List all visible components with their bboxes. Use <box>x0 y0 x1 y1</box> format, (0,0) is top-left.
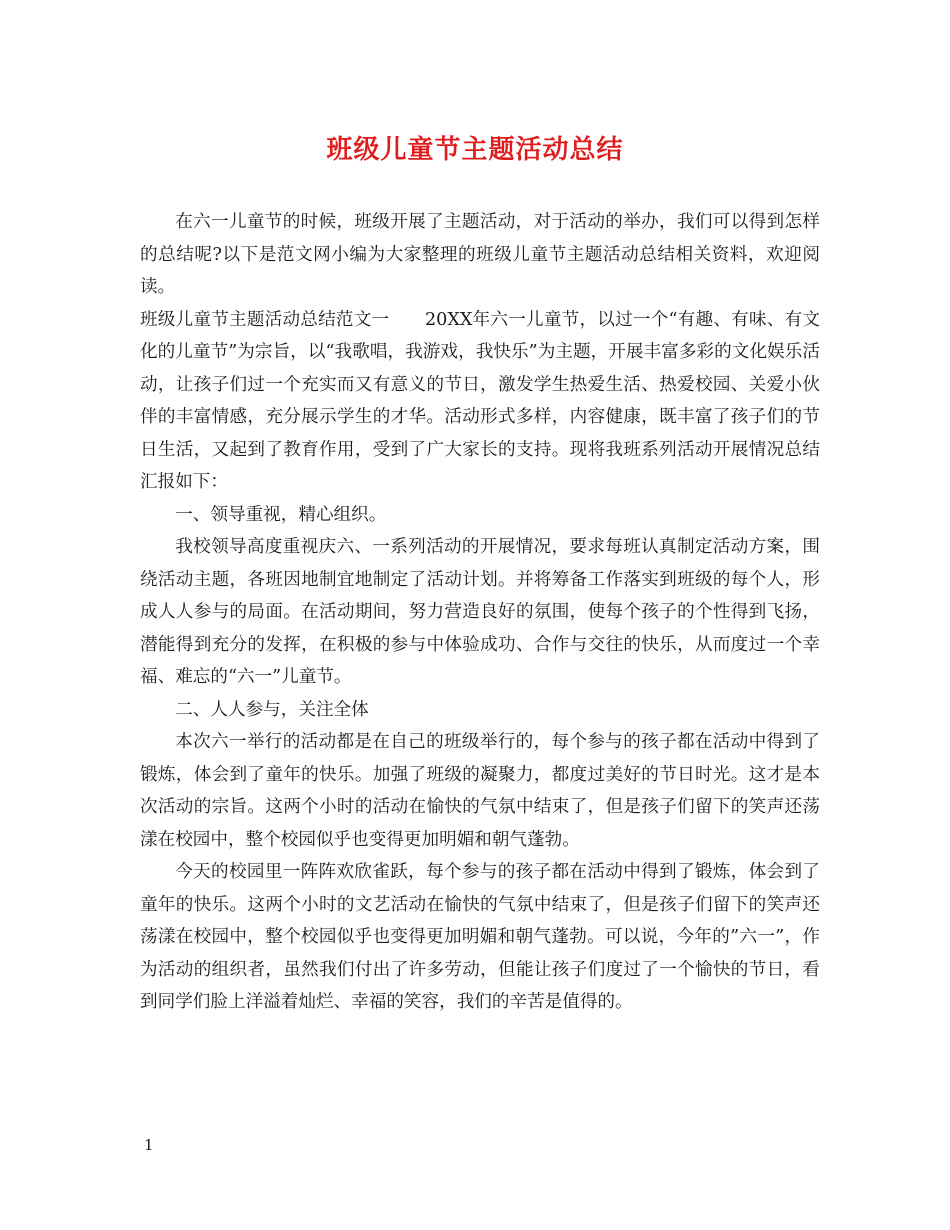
section-heading-participation: 二、人人参与，关注全体 <box>175 699 369 720</box>
closing-paragraph: 今天的校园里一阵阵欢欣雀跃，每个参与的孩子都在活动中得到了锻炼，体会到了童年的快乐。这两个小时的文艺活动在愉快的气氛中结束了，但是孩子们留下的笑声还荡漾在校园中，整个校园似乎也变得更加明媚和朝气蓬勃。可以说，今年的”六一”，作为活动的组织者，虽然我们付出了许多劳动，但能让孩子们度过了一个愉快的节日，看到同学们脸上洋溢着灿烂、幸福的笑容，我们的辛苦是值得的。 <box>140 862 820 1012</box>
page-number: 1 <box>144 1136 154 1154</box>
section-heading-leadership: 一、领导重视，精心组织。 <box>175 504 387 525</box>
document-body <box>140 206 820 1019</box>
leadership-paragraph: 我校领导高度重视庆六、一系列活动的开展情况，要求每班认真制定活动方案，围绕活动主题，各班因地制宜地制定了活动计划。并将筹备工作落实到班级的每个人，形成人人参与的局面。在活动期间，努力营造良好的氛围，使每个孩子的个性得到飞扬，潜能得到充分的发挥，在积极的参与中体验成功、合作与交往的快乐，从而度过一个幸福、难忘的“六一”儿童节。 <box>140 537 820 687</box>
participation-paragraph: 本次六一举行的活动都是在自己的班级举行的，每个参与的孩子都在活动中得到了锻炼，体会到了童年的快乐。加强了班级的凝聚力，都度过美好的节日时光。这才是本次活动的宗旨。这两个小时的活动在愉快的气氛中结束了，但是孩子们留下的笑声还荡漾在校园中，整个校园似乎也变得更加明媚和朝气蓬勃。 <box>140 732 820 850</box>
document-title: 班级儿童节主题活动总结 <box>326 135 624 165</box>
sample-one-paragraph: 班级儿童节主题活动总结范文一 20XX年六一儿童节，以过一个“有趣、有味、有文化的儿童节”为宗旨，以“我歌唱，我游戏，我快乐”为主题，开展丰富多彩的文化娱乐活动，让孩子们过一个充实而又有意义的节日，激发学生热爱生活、热爱校园、关爱小伙伴的丰富情感，充分展示学生的才华。活动形式多样，内容健康，既丰富了孩子们的节日生活，又起到了教育作用，受到了广大家长的支持。现将我班系列活动开展情况总结汇报如下： <box>140 309 820 492</box>
intro-paragraph: 在六一儿童节的时候，班级开展了主题活动，对于活动的举办，我们可以得到怎样的总结呢?以下是范文网小编为大家整理的班级儿童节主题活动总结相关资料，欢迎阅读。 <box>140 212 820 297</box>
